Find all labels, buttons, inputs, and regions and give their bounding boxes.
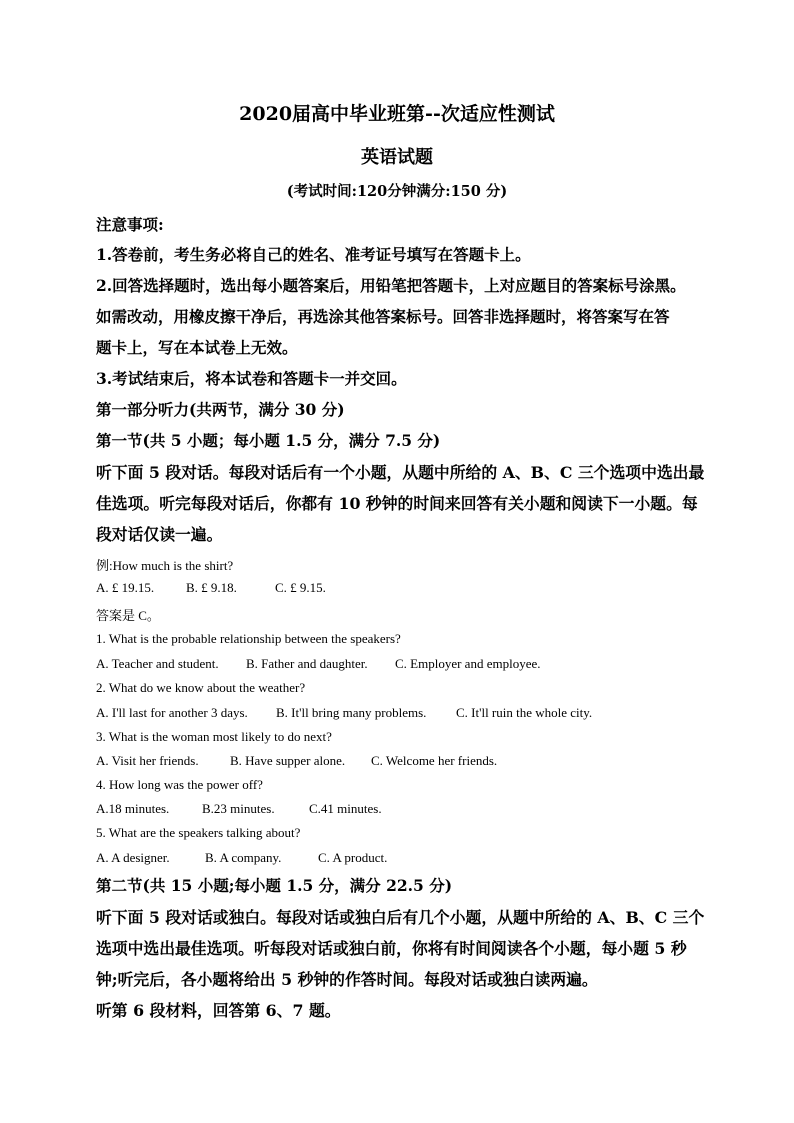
notice-item-2-line-3: 题卡上，写在本试卷上无效。 <box>96 338 298 357</box>
question-4-option-a: A.18 minutes. <box>96 801 170 816</box>
question-1-option-c: C. Employer and employee. <box>395 656 541 671</box>
question-3-option-b: B. Have supper alone. <box>230 753 346 768</box>
question-3-options <box>96 753 497 769</box>
example-question: 例:How much is the shirt? <box>96 558 234 573</box>
notice-heading: 注意事项: <box>96 215 164 234</box>
question-5-option-b: B. A company. <box>205 850 282 865</box>
question-1-options <box>96 656 541 672</box>
question-4-options <box>96 801 382 817</box>
question-5-option-c: C. A product. <box>318 850 388 865</box>
question-2-options <box>96 705 592 721</box>
section2-instruction-line-1: 听下面 5 段对话或独白。每段对话或独白后有几个小题，从题中所给的 A、B、C 三个 <box>96 908 705 927</box>
question-4-option-b: B.23 minutes. <box>202 801 275 816</box>
section1-heading: 第一节(共 5 小题；每小题 1.5 分，满分 7.5 分) <box>96 431 441 450</box>
question-5-options <box>96 850 387 866</box>
question-1-stem: 1. What is the probable relationship between the speakers? <box>96 631 401 646</box>
example-option-a: A. £ 19.15. <box>96 580 155 595</box>
exam-info: (考试时间:120分钟满分:150 分) <box>286 183 508 200</box>
subject-title: 英语试题 <box>361 147 433 168</box>
section2-heading: 第二节(共 15 小题;每小题 1.5 分，满分 22.5 分) <box>96 876 453 895</box>
question-4-stem: 4. How long was the power off? <box>96 777 263 792</box>
question-4-option-c: C.41 minutes. <box>309 801 382 816</box>
question-2-option-c: C. It'll ruin the whole city. <box>456 705 593 720</box>
section1-instruction-line-2: 佳选项。听完每段对话后，你都有 10 秒钟的时间来回答有关小题和阅读下一小题。每 <box>96 494 698 513</box>
question-2-option-b: B. It'll bring many problems. <box>276 705 427 720</box>
question-1-option-a: A. Teacher and student. <box>96 656 219 671</box>
section2-instruction-line-2: 选项中选出最佳选项。听每段对话或独白前，你将有时间阅读各个小题，每小题 5 秒 <box>96 939 687 958</box>
question-2-stem: 2. What do we know about the weather? <box>96 680 306 695</box>
question-3-option-c: C. Welcome her friends. <box>371 753 498 768</box>
notice-item-3: 3.考试结束后，将本试卷和答题卡一并交回。 <box>96 369 407 388</box>
question-2-option-a: A. I'll last for another 3 days. <box>96 705 248 720</box>
question-3-option-a: A. Visit her friends. <box>96 753 199 768</box>
question-5-stem: 5. What are the speakers talking about? <box>96 825 301 840</box>
example-answer: 答案是 C。 <box>96 608 160 623</box>
section1-instruction-line-1: 听下面 5 段对话。每段对话后有一个小题，从题中所给的 A、B、C 三个选项中选出最 <box>96 463 705 482</box>
part1-heading: 第一部分听力(共两节，满分 30 分) <box>96 400 345 419</box>
question-3-stem: 3. What is the woman most likely to do next? <box>96 729 332 744</box>
notice-item-1: 1.答卷前，考生务必将自己的姓名、准考证号填写在答题卡上。 <box>96 245 531 264</box>
example-option-b: B. £ 9.18. <box>186 580 237 595</box>
notice-item-2-line-1: 2.回答选择题时，选出每小题答案后，用铅笔把答题卡，上对应题目的答案标号涂黑。 <box>96 276 686 295</box>
notice-item-2-line-2: 如需改动，用橡皮擦干净后，再选涂其他答案标号。回答非选择题时，将答案写在答 <box>96 307 670 326</box>
example-options <box>96 580 326 596</box>
example-option-c: C. £ 9.15. <box>275 580 326 595</box>
question-1-option-b: B. Father and daughter. <box>246 656 368 671</box>
question-5-option-a: A. A designer. <box>96 850 170 865</box>
exam-title: 2020届高中毕业班第--次适应性测试 <box>239 103 555 125</box>
section1-instruction-line-3: 段对话仅读一遍。 <box>96 525 223 544</box>
section2-instruction-line-3: 钟;听完后，各小题将给出 5 秒钟的作答时间。每段对话或独白读两遍。 <box>96 970 598 989</box>
material-6-instruction: 听第 6 段材料，回答第 6、7 题。 <box>96 1001 341 1020</box>
